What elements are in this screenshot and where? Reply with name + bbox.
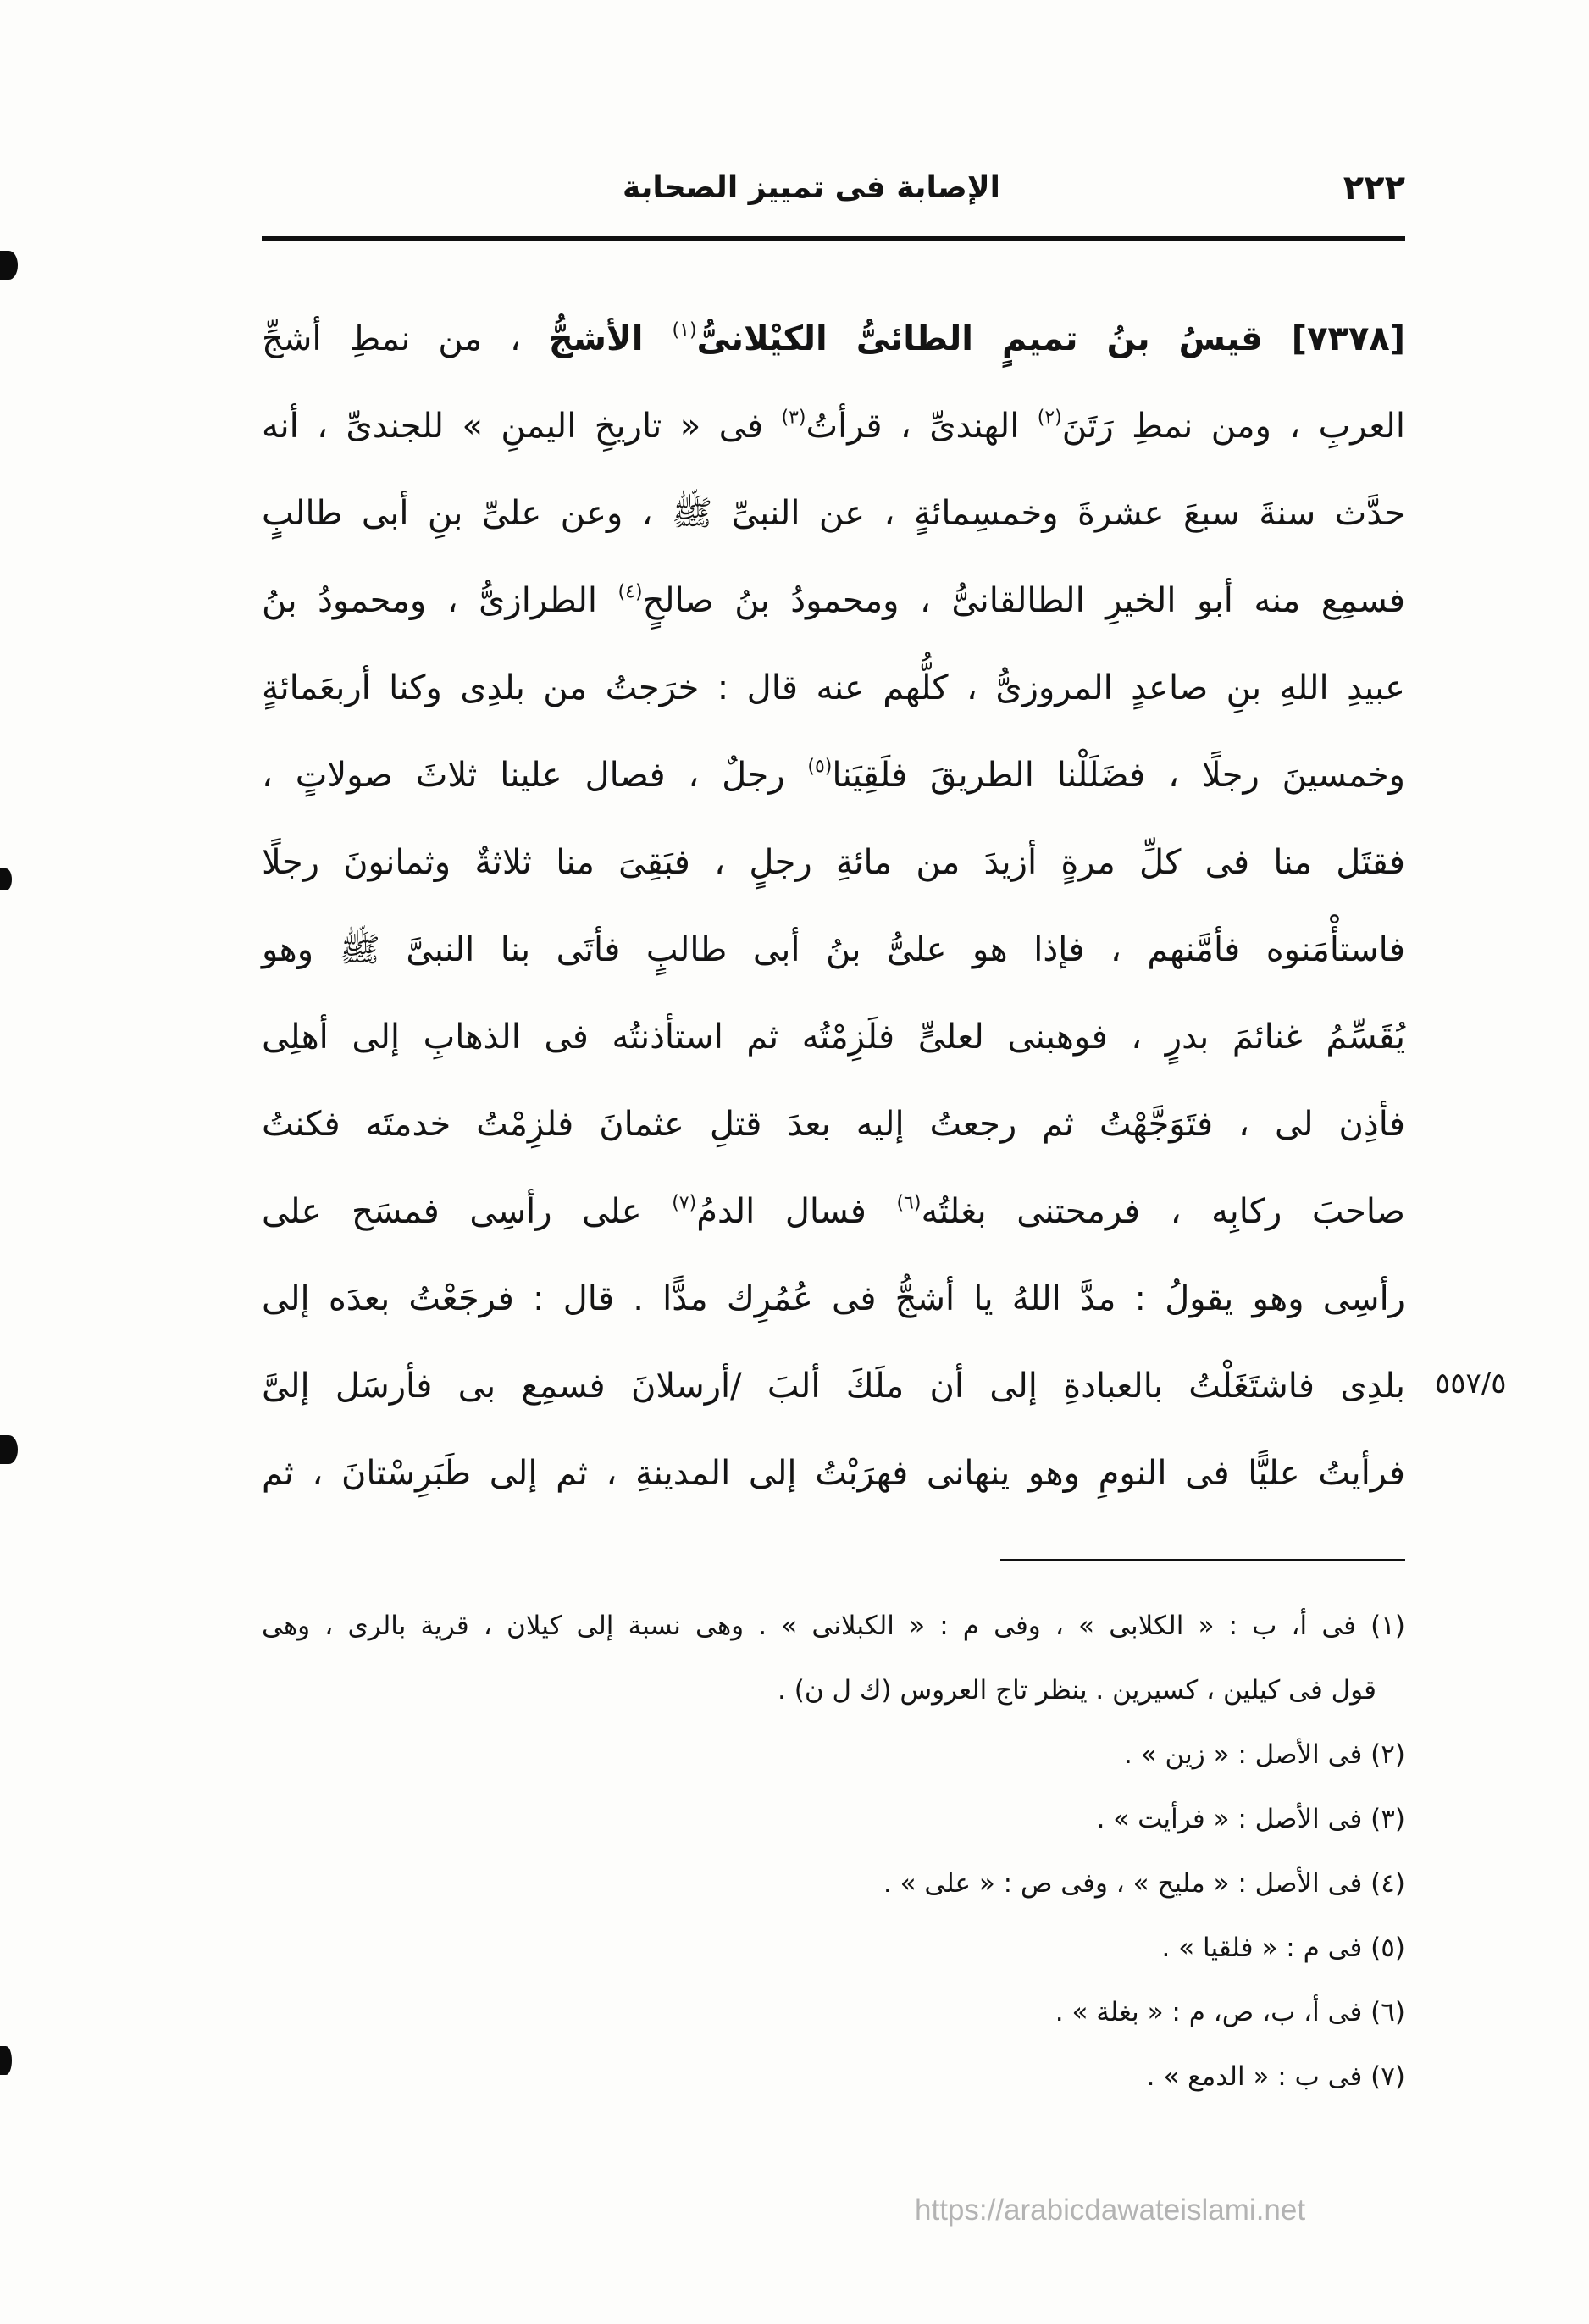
footnote: (٤) فى الأصل : « مليح » ، وفى ص : « على » .	[883, 1868, 1405, 1899]
body-text: فسمِع منه أبو الخيرِ الطالقانىُّ ، ومحمودُ بنُ صالحٍ	[642, 581, 1406, 620]
footnote: (٣) فى الأصل : « فرأيت » .	[1096, 1804, 1405, 1834]
header-rule	[262, 236, 1405, 241]
footnote: (٢) فى الأصل : « زين » .	[1123, 1739, 1405, 1770]
running-title: الإصابة فى تمييز الصحابة	[623, 170, 1000, 205]
body-line	[262, 819, 1405, 907]
watermark-url: https://arabicdawateislami.net	[915, 2194, 1306, 2227]
body-text: العربِ ، ومن نمطِ رَتَنَ	[1061, 407, 1405, 446]
margin-reference: ٥٥٧/٥	[1435, 1367, 1507, 1401]
scan-mark	[0, 868, 12, 890]
body-line	[262, 1081, 1405, 1168]
body-text: فى « تاريخِ اليمنِ » للجندىِّ ، أنه	[262, 407, 782, 446]
body-text: صاحبَ ركابِه ، فرمحتنى بغلتُه	[921, 1192, 1406, 1231]
body-line	[262, 732, 1405, 819]
footnote-reference: (٤)	[617, 581, 643, 603]
body-text: فأذِن لى ، فتَوَجَّهْتُ ثم رجعتُ إليه بعدَ قتلِ عثمانَ فلزِمْتُ خدمتَه فكنتُ	[262, 1105, 1405, 1144]
scan-mark	[0, 2046, 12, 2075]
body-text: الهندىِّ ، قرأتُ	[806, 407, 1038, 446]
footnote-reference: (٢)	[1037, 407, 1062, 429]
body-text: بلدِى فاشتَغَلْتُ بالعبادةِ إلى أن ملَكَ ألبَ /أرسلانَ فسمِع بى فأرسَل إلىَّ	[262, 1367, 1405, 1406]
entry-heading: الأشجُّ	[548, 319, 673, 358]
body-text: على رأسِى فمسَح على	[262, 1192, 673, 1231]
body-line	[262, 645, 1405, 732]
body-text: رجلٌ ، فصال علينا ثلاثَ صولاتٍ ،	[262, 756, 808, 795]
footnotes	[262, 1594, 1405, 2109]
body-line	[262, 470, 1405, 557]
footnote-reference: (٦)	[896, 1192, 922, 1214]
body-text: ، من نمطِ أشجِّ	[262, 319, 549, 358]
footnote-reference: (٧)	[672, 1192, 697, 1214]
footnote-rule	[1000, 1559, 1405, 1561]
body-text: الطرازىُّ ، ومحمودُ بنُ	[262, 581, 618, 620]
body-line	[262, 994, 1405, 1081]
footnote-reference: (١)	[672, 319, 697, 341]
body-line	[262, 383, 1405, 470]
body-text: وخمسينَ رجلًا ، فضَلَلْنا الطريقَ فلَقِيَنا	[832, 756, 1405, 795]
entry-heading: [٧٣٧٨] قيسُ بنُ تميمٍ الطائىُّ الكيْلانىُّ	[696, 319, 1405, 358]
page-number: ٢٢٢	[1343, 169, 1405, 208]
footnote-continuation: قول فى كيلين ، كسيرين . ينظر تاج العروس (ك ل ن) .	[778, 1675, 1376, 1706]
footnote-reference: (٥)	[807, 756, 833, 778]
main-text	[262, 296, 1405, 1517]
footnote-reference: (٣)	[781, 407, 806, 429]
footnote: (٥) فى م : « فلقيا » .	[1161, 1933, 1405, 1963]
footnote: (٧) فى ب : « الدمع » .	[1146, 2061, 1405, 2092]
footnote: (٦) فى أ، ب، ص، م : « بغلة » .	[1055, 1997, 1405, 2027]
body-line	[262, 557, 1405, 645]
scan-mark	[0, 251, 18, 280]
body-line	[262, 1430, 1405, 1517]
body-text: رأسِى وهو يقولُ : مدَّ اللهُ يا أشجُّ فى عُمُرِك مدًّا . قال : فرجَعْتُ بعدَه إلى	[262, 1279, 1405, 1318]
body-text: فقتَل منا فى كلِّ مرةٍ أزيدَ من مائةِ رجلٍ ، فبَقِىَ منا ثلاثةٌ وثمانونَ رجلًا	[262, 843, 1405, 882]
body-text: يُقَسِّمُ غنائمَ بدرٍ ، فوهبنى لعلىٍّ فلَزِمْتُه ثم استأذنتُه فى الذهابِ إلى أهلِى	[262, 1018, 1405, 1057]
body-line	[262, 907, 1405, 994]
body-line	[262, 296, 1405, 383]
body-text: فرأيتُ عليًّا فى النومِ وهو ينهانى فهرَبْتُ إلى المدينةِ ، ثم إلى طَبَرِسْتانَ ، ثم	[262, 1454, 1405, 1493]
footnote: (١) فى أ، ب : « الكلابى » ، وفى م : « الكبلانى » . وهى نسبة إلى كيلان ، قرية بالرى ، وهى	[262, 1611, 1405, 1641]
body-text: عبيدِ اللهِ بنِ صاعدٍ المروزىُّ ، كلُّهم عنه قال : خرَجتُ من بلدِى وكنا أربعَمائةٍ	[262, 668, 1405, 707]
body-line	[262, 1168, 1405, 1256]
body-text: فاستأْمَنوه فأمَّنهم ، فإذا هو علىُّ بنُ أبى طالبٍ فأتَى بنا النبىَّ ﷺ وهو	[262, 930, 1405, 969]
body-line	[262, 1343, 1405, 1430]
scan-mark	[0, 1435, 18, 1464]
body-text: فسال الدمُ	[696, 1192, 897, 1231]
body-text: حدَّث سنةَ سبعَ عشرةَ وخمسِمائةٍ ، عن النبىِّ ﷺ ، وعن علىِّ بنِ أبى طالبٍ	[262, 494, 1405, 533]
body-line	[262, 1256, 1405, 1343]
